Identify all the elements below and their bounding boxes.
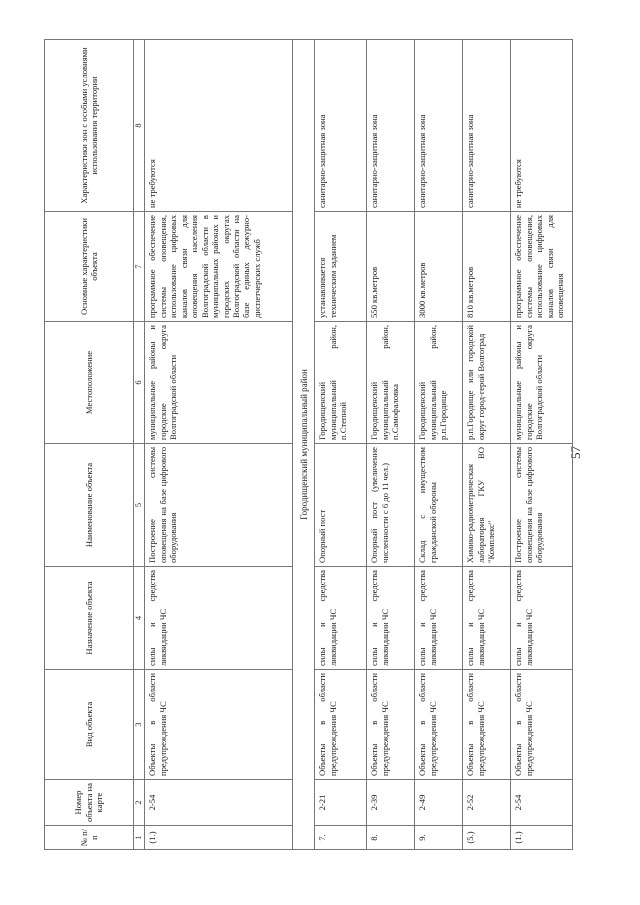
object-location: Городищенский муниципальный район, р.п.Городище [415, 322, 463, 444]
table-row [415, 40, 463, 850]
object-name: Химико-радиометрическая лаборатория ГКУ ВО "Комплекс" [463, 444, 511, 567]
column-number: 1 [134, 826, 145, 850]
object-number: 2-49 [415, 780, 463, 826]
page-number: 57 [568, 446, 583, 459]
row-index: (5.) [463, 826, 511, 850]
column-number: 8 [134, 40, 145, 212]
object-location: муниципальные районы и городские округа Волгоградской области [145, 322, 293, 444]
object-type: Объекты в области предупреждения ЧС [415, 670, 463, 780]
object-characteristics: программное обеспечение системы оповещения, использование цифровых каналов связи для оповещения населения Волгоградской области в муниципальных районах и городских округах Волгоградской области на базе единых дежурно-диспетчерских служб [145, 212, 293, 322]
zone-characteristics: не требуются [145, 40, 293, 212]
object-purpose: силы и средства ликвидации ЧС [415, 567, 463, 670]
row-index: 9. [415, 826, 463, 850]
object-purpose: силы и средства ликвидации ЧС [367, 567, 415, 670]
object-type: Объекты в области предупреждения ЧС [511, 670, 573, 780]
object-purpose: силы и средства ликвидации ЧС [315, 567, 367, 670]
object-location: Городищенский муниципальный район, п.Степной [315, 322, 367, 444]
header-cell-num: Номер объекта на карте [45, 780, 134, 826]
row-index: (1.) [511, 826, 573, 850]
zone-characteristics: не требуются [511, 40, 573, 212]
column-number: 3 [134, 670, 145, 780]
object-name: Склад с имуществом гражданской обороны [415, 444, 463, 567]
object-characteristics: 550 кв.метров [367, 212, 415, 322]
object-name: Опорный пост (увеличение численности с 6 до 11 чел.) [367, 444, 415, 567]
objects-table [44, 39, 573, 850]
object-characteristics: 3000 кв.метров [415, 212, 463, 322]
zone-characteristics: санитарно-защитная зона [315, 40, 367, 212]
header-cell-location: Местоположение [45, 322, 134, 444]
row-index: 8. [367, 826, 415, 850]
table-row [145, 40, 293, 850]
object-name: Построение системы оповещения на базе цифрового оборудования [145, 444, 293, 567]
object-name: Построение системы оповещения на базе цифрового оборудования [511, 444, 573, 567]
row-index: 7. [315, 826, 367, 850]
object-name: Опорный пост [315, 444, 367, 567]
object-number: 2-39 [367, 780, 415, 826]
header-cell-purpose: Назначение объекта [45, 567, 134, 670]
object-location: Городищенский муниципальный район, п.Самофаловка [367, 322, 415, 444]
header-cell-type: Вид объекта [45, 670, 134, 780]
table-row [511, 40, 573, 850]
column-number: 7 [134, 212, 145, 322]
header-row [45, 40, 134, 850]
table-row [367, 40, 415, 850]
section-title: Городищенский муниципальный район [293, 40, 315, 850]
column-number: 6 [134, 322, 145, 444]
object-location: р.п.Городище или городской округ город-герой Волгоград [463, 322, 511, 444]
object-type: Объекты в области предупреждения ЧС [315, 670, 367, 780]
object-characteristics: 810 кв.метров [463, 212, 511, 322]
table-row [463, 40, 511, 850]
column-number: 2 [134, 780, 145, 826]
object-type: Объекты в области предупреждения ЧС [145, 670, 293, 780]
column-number-row [134, 40, 145, 850]
zone-characteristics: санитарно-защитная зона [415, 40, 463, 212]
object-characteristics: программное обеспечение системы оповещения, использование цифровых каналов связи для оповещения [511, 212, 573, 322]
object-type: Объекты в области предупреждения ЧС [463, 670, 511, 780]
object-type: Объекты в области предупреждения ЧС [367, 670, 415, 780]
object-number: 2-54 [145, 780, 293, 826]
zone-characteristics: санитарно-защитная зона [367, 40, 415, 212]
object-purpose: силы и средства ликвидации ЧС [145, 567, 293, 670]
object-location: муниципальные районы и городские округа Волгоградской области [511, 322, 573, 444]
table-row [315, 40, 367, 850]
object-characteristics: устанавливается техническим заданием [315, 212, 367, 322]
zone-characteristics: санитарно-защитная зона [463, 40, 511, 212]
column-number: 5 [134, 444, 145, 567]
row-index: (1.) [145, 826, 293, 850]
object-purpose: силы и средства ликвидации ЧС [511, 567, 573, 670]
header-cell-chars: Основные характеристики объекта [45, 212, 134, 322]
header-cell-name: Наименование объекта [45, 444, 134, 567]
object-number: 2-52 [463, 780, 511, 826]
header-cell-zones: Характеристики зон с особыми условиями использования территории [45, 40, 134, 212]
column-number: 4 [134, 567, 145, 670]
object-purpose: силы и средства ликвидации ЧС [463, 567, 511, 670]
section-row [293, 40, 315, 850]
object-number: 2-54 [511, 780, 573, 826]
header-cell-n: № п/п [45, 826, 134, 850]
object-number: 2-21 [315, 780, 367, 826]
